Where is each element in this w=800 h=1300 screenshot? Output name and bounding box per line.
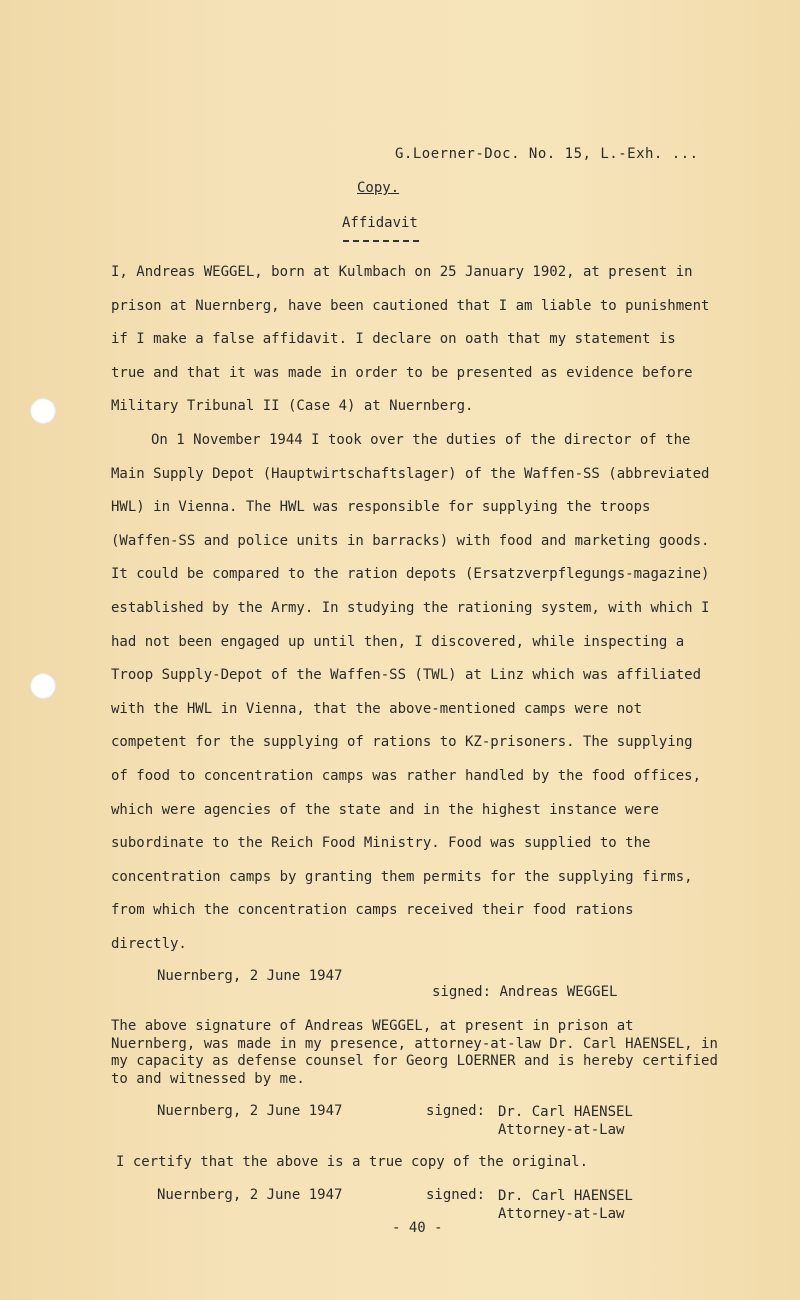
punch-hole	[30, 673, 56, 699]
place-date: Nuernberg, 2 June 1947	[157, 1187, 343, 1203]
place-date: Nuernberg, 2 June 1947	[157, 1103, 343, 1119]
signer-name: Andreas WEGGEL	[499, 984, 618, 1000]
attorney-signature-block	[498, 1187, 633, 1223]
signed-label: signed:	[432, 984, 492, 1000]
signer-title: Attorney-at-Law	[498, 1206, 625, 1222]
punch-hole	[30, 398, 56, 424]
signed-label: signed:	[426, 1187, 486, 1203]
affiant-signature-line	[432, 984, 617, 1000]
signed-label: signed:	[426, 1103, 486, 1119]
signer-name: Dr. Carl HAENSEL	[498, 1104, 633, 1120]
document-title: Affidavit	[342, 215, 418, 231]
signer-title: Attorney-at-Law	[498, 1122, 625, 1138]
certification-paragraph: The above signature of Andreas WEGGEL, at present in prison at Nuernberg, was made in my presence, attorney-at-law Dr. Carl HAENSEL, in my capacity as defense counsel for Georg LOERNER and is hereby certified to and witnessed by me.	[111, 1018, 718, 1087]
affidavit-paragraph-statement: On 1 November 1944 I took over the duties of the director of the Main Supply Depot (Hauptwirtschaftslager) of the Waffen-SS (abbreviated HWL) in Vienna. The HWL was responsible for supplying the troops (Waffen-SS and police units in barracks) with food and marketing goods. It could be compared to the ration depots (Ersatzverpflegungs-magazine) established by the Army. In studying the rationing system, with which I had not been engaged up until then, I discovered, while inspecting a Troop Supply-Depot of the Waffen-SS (TWL) at Linz which was affiliated with the HWL in Vienna, that the above-mentioned camps were not competent for the supplying of rations to KZ-prisoners. The supplying of food to concentration camps was rather handled by the food offices, which were agencies of the state and in the highest instance were subordinate to the Reich Food Ministry. Food was supplied to the concentration camps by granting them permits for the supplying firms, from which the concentration camps received their food rations directly.	[111, 431, 710, 952]
affidavit-body	[111, 256, 711, 961]
affidavit-paragraph-oath: I, Andreas WEGGEL, born at Kulmbach on 25 January 1902, at present in prison at Nuernberg, have been cautioned that I am liable to punishment if I make a false affidavit. I declare on oath that my statement is true and that it was made in order to be presented as evidence before Military Tribunal II (Case 4) at Nuernberg.	[111, 264, 710, 415]
copy-label: Copy.	[357, 180, 400, 196]
title-underline	[343, 240, 419, 242]
page-number: - 40 -	[392, 1220, 443, 1236]
document-reference: G.Loerner-Doc. No. 15, L.-Exh. ...	[395, 146, 699, 162]
place-date: Nuernberg, 2 June 1947	[157, 968, 343, 984]
true-copy-statement: I certify that the above is a true copy of the original.	[116, 1154, 589, 1170]
attorney-signature-block	[498, 1103, 633, 1139]
signer-name: Dr. Carl HAENSEL	[498, 1188, 633, 1204]
